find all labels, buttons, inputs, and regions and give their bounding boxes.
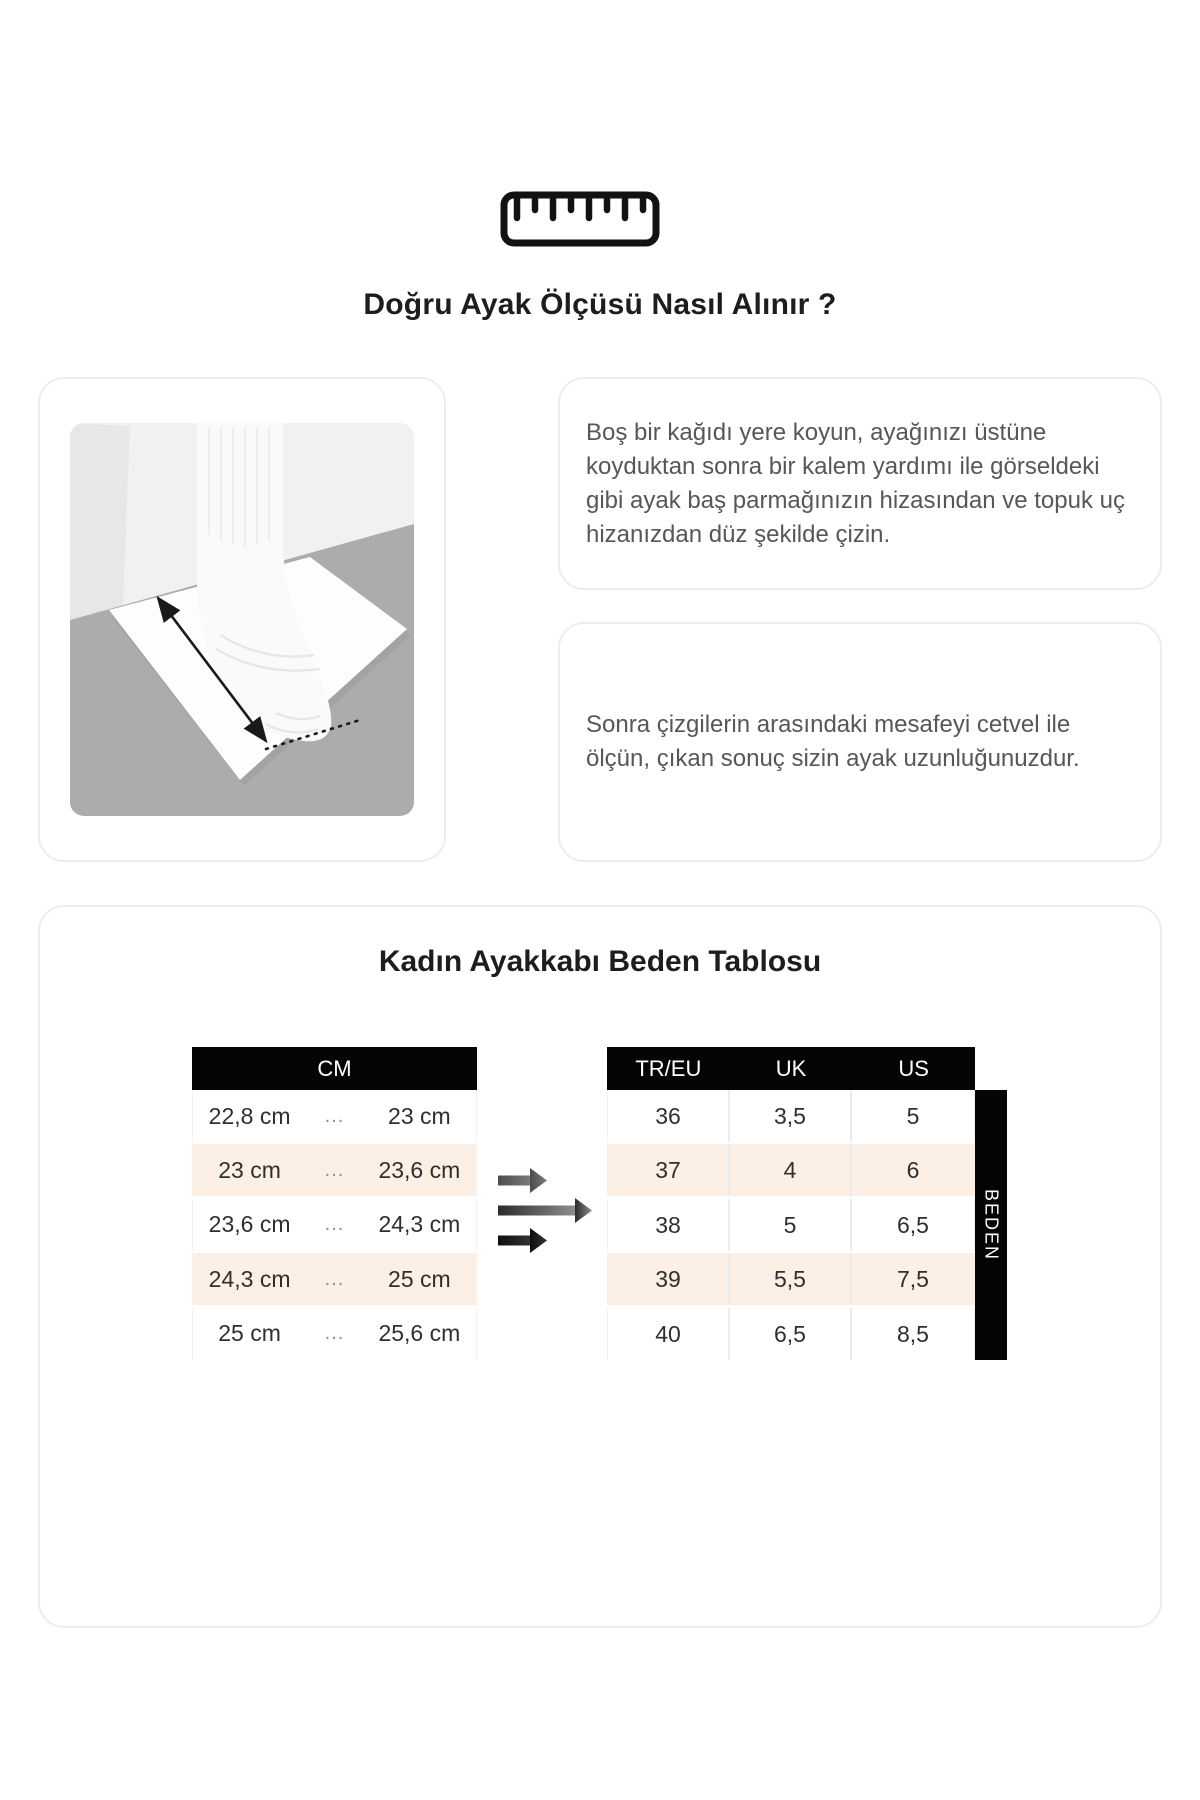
header-tr-eu: TR/EU xyxy=(635,1055,702,1081)
header-uk: UK xyxy=(775,1055,807,1081)
page-title: Doğru Ayak Ölçüsü Nasıl Alınır ? xyxy=(363,288,837,321)
cm-to: 25 cm xyxy=(388,1265,451,1292)
cm-from: 24,3 cm xyxy=(208,1265,291,1292)
size-us: 7,5 xyxy=(896,1266,929,1293)
table-row xyxy=(192,1090,477,1142)
size-uk: 5 xyxy=(730,1199,852,1251)
table-row xyxy=(607,1308,975,1360)
cm-to: 23,6 cm xyxy=(378,1156,461,1183)
size-tr-eu: 37 xyxy=(608,1144,730,1196)
range-separator: ... xyxy=(324,1267,345,1290)
range-separator: ... xyxy=(324,1104,345,1127)
foot-measurement-illustration xyxy=(70,423,414,816)
cm-to: 24,3 cm xyxy=(378,1211,461,1238)
table-row xyxy=(192,1144,477,1196)
cm-to: 23 cm xyxy=(388,1102,451,1129)
foot-measurement-card xyxy=(38,377,446,862)
table-row xyxy=(607,1090,975,1142)
cm-from: 22,8 cm xyxy=(208,1102,291,1129)
range-separator: ... xyxy=(324,1213,345,1236)
size-tr-eu: 39 xyxy=(608,1253,730,1305)
instruction-step2-card xyxy=(558,622,1162,862)
table-row xyxy=(607,1253,975,1305)
size-uk: 6,5 xyxy=(730,1308,852,1360)
table-row xyxy=(607,1144,975,1196)
table-row xyxy=(192,1199,477,1251)
cm-from: 25 cm xyxy=(218,1320,281,1347)
size-us: 5 xyxy=(906,1103,920,1129)
size-uk: 3,5 xyxy=(730,1090,852,1142)
cm-range-table xyxy=(192,1047,477,1360)
table-row xyxy=(192,1308,477,1360)
size-table-header xyxy=(607,1047,975,1090)
size-us: 8,5 xyxy=(896,1320,929,1347)
size-chart-card xyxy=(38,905,1162,1628)
ruler-icon xyxy=(500,191,660,247)
table-row xyxy=(192,1253,477,1305)
size-uk: 4 xyxy=(730,1144,852,1196)
header-us: US xyxy=(898,1055,929,1081)
cm-to: 25,6 cm xyxy=(378,1320,461,1347)
table-row xyxy=(607,1199,975,1251)
size-chart-title: Kadın Ayakkabı Beden Tablosu xyxy=(378,945,822,978)
size-uk: 5,5 xyxy=(730,1253,852,1305)
instruction-step1-card xyxy=(558,377,1162,590)
size-tr-eu: 36 xyxy=(608,1090,730,1142)
size-tr-eu: 38 xyxy=(608,1199,730,1251)
range-separator: ... xyxy=(324,1158,345,1181)
beden-side-label xyxy=(975,1090,1007,1360)
cm-from: 23 cm xyxy=(218,1156,281,1183)
beden-label-text: BEDEN xyxy=(981,1188,1002,1261)
range-separator: ... xyxy=(324,1322,345,1345)
cm-table-header xyxy=(192,1047,477,1090)
instruction-step2-text: Sonra çizgilerin arasındaki mesafeyi cetvel ile ölçün, çıkan sonuç sizin ayak uzunluğunuzdur. xyxy=(586,711,1080,772)
transfer-arrows-icon xyxy=(498,1168,592,1253)
size-us: 6 xyxy=(906,1157,920,1184)
instruction-step1-text: Boş bir kağıdı yere koyun, ayağınızı üstüne koyduktan sonra bir kalem yardımı ile görseldeki gibi ayak baş parmağınızın hizasından ve topuk uç hizanızdan düz şekilde çizin. xyxy=(586,418,1125,548)
size-tr-eu: 40 xyxy=(608,1308,730,1360)
international-size-table xyxy=(607,1047,975,1360)
size-us: 6,5 xyxy=(896,1211,929,1238)
cm-from: 23,6 cm xyxy=(208,1211,291,1238)
cm-header-label: CM xyxy=(317,1055,352,1081)
